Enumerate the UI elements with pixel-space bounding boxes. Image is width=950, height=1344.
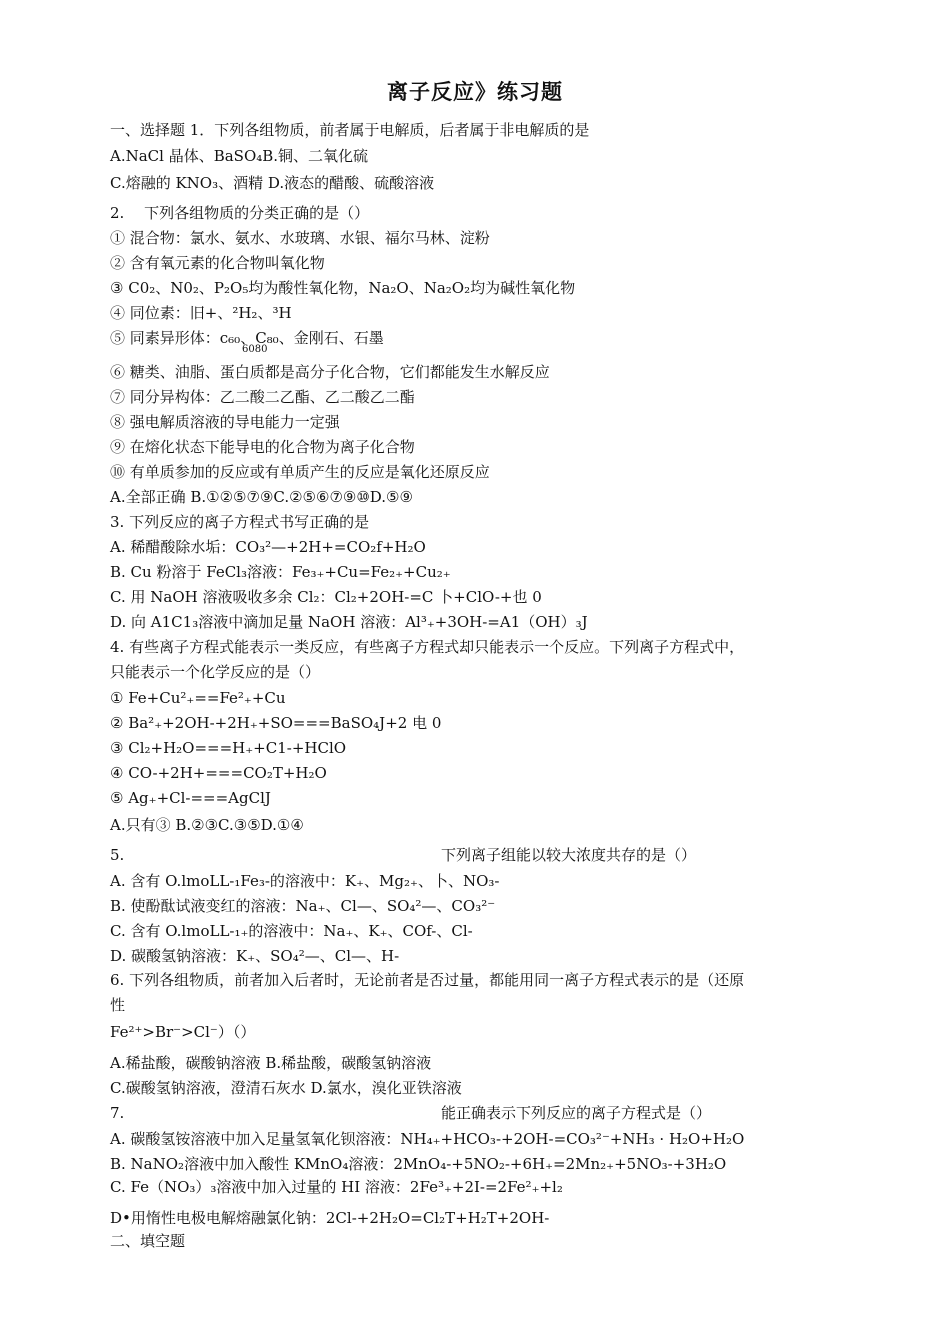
question-stem: 下列离子组能以较大浓度共存的是（） xyxy=(441,846,697,864)
question-number: 7. xyxy=(110,1104,125,1122)
text-line: ④ 同位素：旧+、²H₂、³H xyxy=(110,304,292,322)
text-line: A.NaCl 晶体、BaSO₄B.铜、二氧化硫 xyxy=(110,147,369,165)
text-line: ⑥ 糖类、油脂、蛋白质都是高分子化合物，它们都能发生水解反应 xyxy=(110,363,550,381)
text-line: C. 含有 O.lmoLL-₁₊的溶液中：Na₊、K₊、COf-、Cl- xyxy=(110,922,473,940)
text-line: 性 xyxy=(110,996,126,1014)
text-line: D•用惰性电极电解熔融氯化钠：2Cl-+2H₂O=Cl₂T+H₂T+2OH- xyxy=(110,1209,550,1227)
page-title: 离子反应》练习题 xyxy=(387,80,563,104)
text-line: 只能表示一个化学反应的是（） xyxy=(110,663,321,681)
text-line: ③ Cl₂+H₂O===H₊+C1-+HClO xyxy=(110,739,347,757)
text-line: 3. 下列反应的离子方程式书写正确的是 xyxy=(110,513,370,531)
text-line: 6. 下列各组物质，前者加入后者时，无论前者是否过量，都能用同一离子方程式表示的是（还原 xyxy=(110,971,745,989)
text-line: 2. 下列各组物质的分类正确的是（） xyxy=(110,204,370,222)
text-line: B. Cu 粉溶于 FeCl₃溶液：Fe₃₊+Cu=Fe₂₊+Cu₂₊ xyxy=(110,563,451,581)
text-line: C.碳酸氢钠溶液，澄清石灰水 D.氯水，溴化亚铁溶液 xyxy=(110,1079,462,1097)
text-line: Fe²⁺>Br⁻>Cl⁻）（） xyxy=(110,1023,256,1041)
text-line: A.全部正确 B.①②⑤⑦⑨C.②⑤⑥⑦⑨⑩D.⑤⑨ xyxy=(110,488,413,506)
text-line: A. 碳酸氢铵溶液中加入足量氢氧化钡溶液：NH₄₊+HCO₃-+2OH-=CO₃²⁻+NH₃ · H₂O+H₂O xyxy=(110,1130,745,1148)
text-line: ④ CO-+2H+===CO₂T+H₂O xyxy=(110,764,327,782)
text-line: 一、选择题 1．下列各组物质，前者属于电解质，后者属于非电解质的是 xyxy=(110,121,590,139)
text-line: 4. 有些离子方程式能表示一类反应，有些离子方程式却只能表示一个反应。下列离子方程式中， xyxy=(110,638,745,656)
text-line: A. 稀醋酸除水垢：CO₃²—+2H+=CO₂f+H₂O xyxy=(110,538,426,556)
section-heading: 二、填空题 xyxy=(110,1232,186,1250)
text-line: ⑩ 有单质参加的反应或有单质产生的反应是氧化还原反应 xyxy=(110,463,490,481)
text-line: ③ C0₂、N0₂、P₂O₅均为酸性氧化物，Na₂O、Na₂O₂均为碱性氧化物 xyxy=(110,279,576,297)
text-line: ① 混合物：氯水、氨水、水玻璃、水银、福尔马林、淀粉 xyxy=(110,229,490,247)
question-number: 5. xyxy=(110,846,125,864)
text-line: ① Fe+Cu²₊==Fe²₊+Cu xyxy=(110,689,286,707)
text-line: D. 向 A1C1₃溶液中滴加足量 NaOH 溶液：Al³₊+3OH-=A1（OH）₃J xyxy=(110,613,588,631)
text-line: ② 含有氧元素的化合物叫氧化物 xyxy=(110,254,325,272)
text-line: ⑨ 在熔化状态下能导电的化合物为离子化合物 xyxy=(110,438,415,456)
text-line: B. 使酚酞试液变红的溶液：Na₊、Cl—、SO₄²—、CO₃²⁻ xyxy=(110,897,496,915)
text-line: D. 碳酸氢钠溶液：K₊、SO₄²—、Cl—、H- xyxy=(110,947,400,965)
text-line: ⑤ Ag₊+Cl-===AgClJ xyxy=(110,789,271,807)
text-line: ⑤ 同素异形体：c₆₀、C₈₀、金刚石、石墨 xyxy=(110,329,384,347)
text-line: A.稀盐酸，碳酸钠溶液 B.稀盐酸，碳酸氢钠溶液 xyxy=(110,1054,432,1072)
text-line: C.熔融的 KNO₃、酒精 D.液态的醋酸、硫酸溶液 xyxy=(110,174,435,192)
text-line: B. NaNO₂溶液中加入酸性 KMnO₄溶液：2MnO₄-+5NO₂-+6H₊=2Mn₂₊+5NO₃-+3H₂O xyxy=(110,1155,727,1173)
subscript-note: 6080 xyxy=(242,344,268,355)
question-stem: 能正确表示下列反应的离子方程式是（） xyxy=(441,1104,712,1122)
text-line: ② Ba²₊+2OH-+2H₊+SO===BaSO₄J+2 电 0 xyxy=(110,714,442,732)
text-line: C. 用 NaOH 溶液吸收多余 Cl₂：Cl₂+2OH-=C 卜+ClO-+也 0 xyxy=(110,588,542,606)
text-line: A.只有③ B.②③C.③⑤D.①④ xyxy=(110,816,304,834)
text-line: A. 含有 O.lmoLL-₁Fe₃-的溶液中：K₊、Mg₂₊、卜、NO₃- xyxy=(110,872,500,890)
text-line: ⑦ 同分异构体：乙二酸二乙酯、乙二酸乙二酯 xyxy=(110,388,415,406)
text-line: C. Fe（NO₃）₃溶液中加入过量的 HI 溶液：2Fe³₊+2I-=2Fe²₊+l₂ xyxy=(110,1178,563,1196)
text-line: ⑧ 强电解质溶液的导电能力一定强 xyxy=(110,413,340,431)
